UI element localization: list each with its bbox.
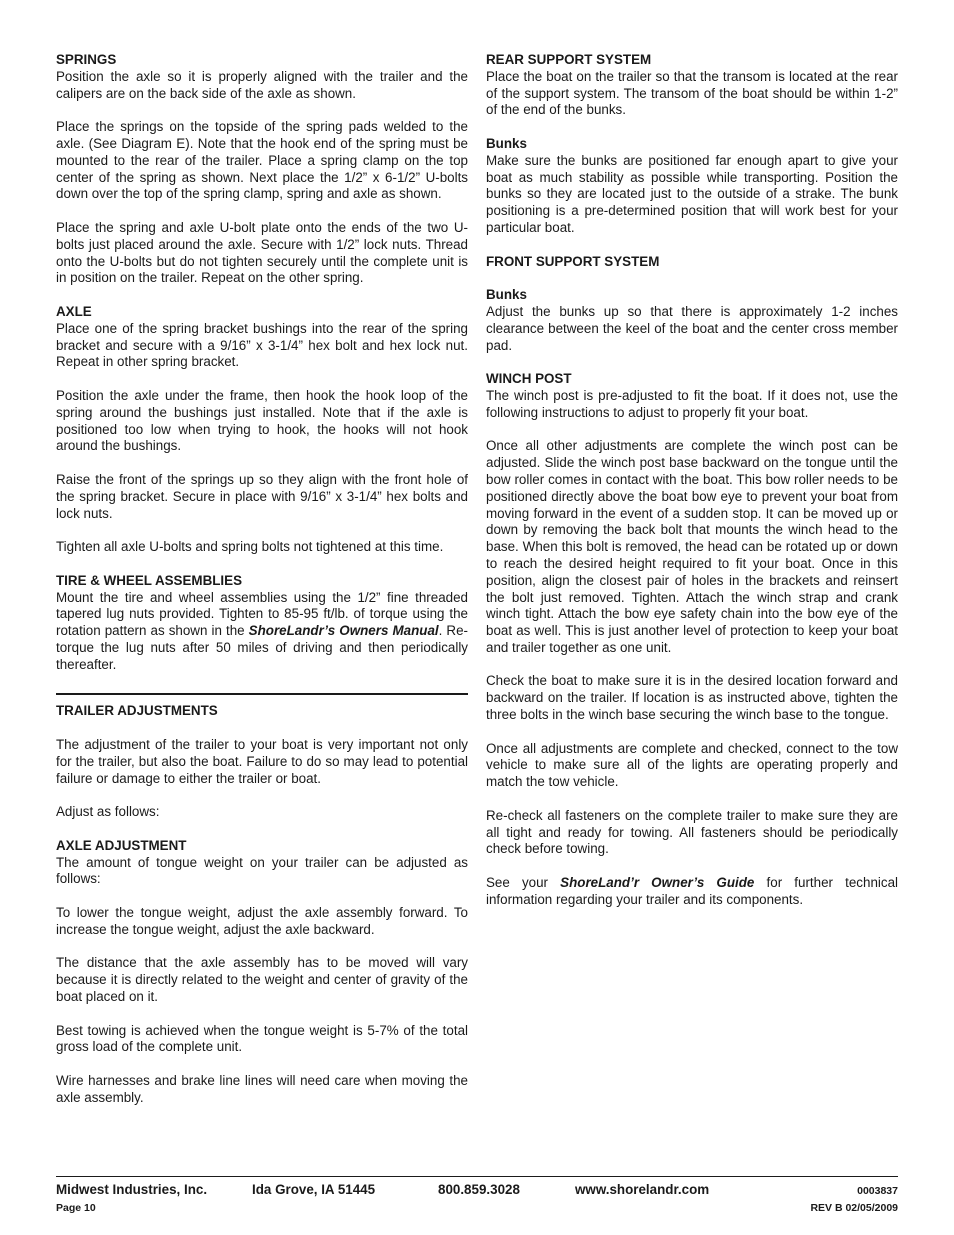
axle-heading: AXLE (56, 303, 92, 319)
springs-heading: SPRINGS (56, 52, 117, 67)
springs-paragraph-1: Position the axle so it is properly aligned with the trailer and the calipers are on the back side of the axle as shown. (56, 68, 468, 101)
axle-paragraph-1: Place one of the spring bracket bushings into the rear of the spring bracket and secure with a 9/16” x 3-1/4” hex bolt and hex lock nut. Repeat in other spring bracket. (56, 320, 468, 370)
adjustments-paragraph-2: Adjust as follows: (56, 804, 160, 820)
footer-divider (56, 1176, 898, 1177)
owners-guide-ref: ShoreLand’r Owner’s Guide (560, 875, 755, 891)
front-bunks-paragraph: Adjust the bunks up so that there is approximately 1-2 inches clearance between the keel of the boat and the center cross member pad. (486, 303, 898, 353)
winch-post-paragraph-3: Check the boat to make sure it is in the desired location forward and backward on the trailer. If location is as instructed above, tighten the three bolts in the winch base securing the winch base to the tongue. (486, 673, 898, 723)
winch-post-paragraph-5: Re-check all fasteners on the complete trailer to make sure they are all tight and ready for towing. All fasteners should be periodically check before towing. (486, 807, 898, 857)
axle-adjustment-paragraph-2: To lower the tongue weight, adjust the axle assembly forward. To increase the tongue weight, adjust the axle backward. (56, 905, 468, 937)
axle-adjustment-section (56, 838, 468, 888)
footer-doc-number: 0003837 (857, 1185, 898, 1197)
axle-adjustment-paragraph-4: Best towing is achieved when the tongue weight is 5-7% of the total gross load of the complete unit. (56, 1022, 468, 1055)
axle-adjustment-paragraph-3: The distance that the axle assembly has to be moved will vary because it is directly related to the weight and center of gravity of the boat placed on it. (56, 955, 468, 1005)
springs-paragraph-2: Place the springs on the topside of the spring pads welded to the axle. (See Diagram E). Note that the hook end of the spring must be mounted to the rear of the trailer. Place a spring clamp on the top center of the spring as shown. Next place the 1/2” x 6-1/2” U-bolts down over the top of the spring clamp, spring and axle as shown. (56, 119, 468, 202)
adjustments-paragraph-1: The adjustment of the trailer to your boat is very important not only for the trailer, but also the boat. Failure to do so may lead to potential failure or damage to either the trailer or boat. (56, 737, 468, 786)
tire-section (56, 573, 468, 674)
axle-paragraph-2: Position the axle under the frame, then hook the hook loop of the spring around the bushings just installed. Note that if the axle is positioned too low when trying to hook, the hooks will not hook around the bushings. (56, 387, 468, 454)
rear-bunks-paragraph: Make sure the bunks are positioned far enough apart to give your boat as much stability as possible while transporting. Position the bunks so they are located just to the outside of a strake. The bunk positioning is a pre-determined position that will work best for your particular boat. (486, 152, 898, 235)
springs-paragraph-3: Place the spring and axle U-bolt plate onto the ends of the two U-bolts just placed around the axle. Secure with 1/2” lock nuts. Thread onto the U-bolts but do not tighten securely until the complete unit is in position on the trailer. Repeat on the other spring. (56, 219, 468, 286)
rear-bunks-heading: Bunks (486, 135, 527, 151)
footer-company: Midwest Industries, Inc. (56, 1182, 208, 1197)
owners-manual-ref: ShoreLandr’s Owners Manual (248, 623, 439, 639)
tire-paragraph (56, 590, 468, 674)
footer-page-number: Page 10 (56, 1202, 96, 1214)
section-divider (56, 693, 468, 695)
rear-support-heading: REAR SUPPORT SYSTEM (486, 52, 652, 67)
winch-post-heading: WINCH POST (486, 371, 572, 387)
trailer-adjustments-heading: TRAILER ADJUSTMENTS (56, 703, 218, 719)
springs-section (56, 52, 468, 102)
rear-support-section (486, 52, 898, 119)
front-bunks-section (486, 287, 898, 354)
front-support-heading: FRONT SUPPORT SYSTEM (486, 253, 660, 269)
axle-paragraph-3: Raise the front of the springs up so they align with the front hole of the spring bracket. Secure in place with 9/16” x 3-1/4” hex bolts and lock nuts. (56, 471, 468, 521)
rear-support-paragraph: Place the boat on the trailer so that the transom is located at the rear of the support system. The transom of the boat should be within 1-2” of the end of the bunks. (486, 68, 898, 118)
winch-post-paragraph-2: Once all other adjustments are complete the winch post can be adjusted. Slide the winch post base backward on the tongue until the bow roller comes in contact with the boat. This bow roller needs to be positioned directly above the boat bow eye to prevent your boat from moving forward in the event of a sudden stop. It can be moved up or down by removing the back bolt that mounts the winch head to the base. When this bolt is removed, the head can be rotated up or down to reach the desired height required to fit your boat. Once in this position, align the closest pair of holes in the brackets and reinsert the bolt just removed. Tighten. Attach the winch strap and crank winch tight. Attach the bow eye safety chain into the bow eye of the boat as well. This is just another level of protection to keep your boat and trailer together as one unit. (486, 438, 898, 655)
footer-phone: 800.859.3028 (438, 1182, 520, 1197)
front-bunks-heading: Bunks (486, 287, 527, 303)
winch-post-paragraph-1: The winch post is pre-adjusted to fit the boat. If it does not, use the following instructions to adjust to properly fit your boat. (486, 387, 898, 420)
winch-post-section (486, 371, 898, 421)
axle-paragraph-4: Tighten all axle U-bolts and spring bolts not tightened at this time. (56, 539, 444, 555)
owners-guide-paragraph (486, 875, 898, 909)
axle-adjustment-paragraph-5: Wire harnesses and brake line lines will need care when moving the axle assembly. (56, 1073, 468, 1105)
footer-website: www.shorelandr.com (575, 1182, 710, 1197)
guide-text-c: for further technical information regarding your trailer and its components. (486, 875, 898, 907)
guide-text-a: See your (486, 875, 561, 891)
left-column (56, 52, 468, 1123)
axle-section (56, 304, 468, 371)
tire-text-a: Mount the tire and wheel assemblies using the 1/2” fine threaded tapered lug nuts provided. Tighten to 85-95 ft/lb. of torque using the rotation pattern as shown in the (56, 589, 468, 639)
axle-adjustment-paragraph-1: The amount of tongue weight on your trailer can be adjusted as follows: (56, 854, 468, 887)
right-column (486, 52, 898, 925)
tire-heading: TIRE & WHEEL ASSEMBLIES (56, 572, 242, 588)
winch-post-paragraph-4: Once all adjustments are complete and checked, connect to the tow vehicle to make sure all of the lights are operating properly and match the tow vehicle. (486, 740, 898, 790)
axle-adjustment-heading: AXLE ADJUSTMENT (56, 837, 187, 853)
tire-text-b: . Re-torque the lug nuts after 50 miles of driving and then periodically thereafter. (56, 623, 468, 672)
footer-revision: REV B 02/05/2009 (810, 1202, 898, 1214)
footer-city: Ida Grove, IA 51445 (252, 1182, 376, 1197)
rear-bunks-section (486, 136, 898, 237)
